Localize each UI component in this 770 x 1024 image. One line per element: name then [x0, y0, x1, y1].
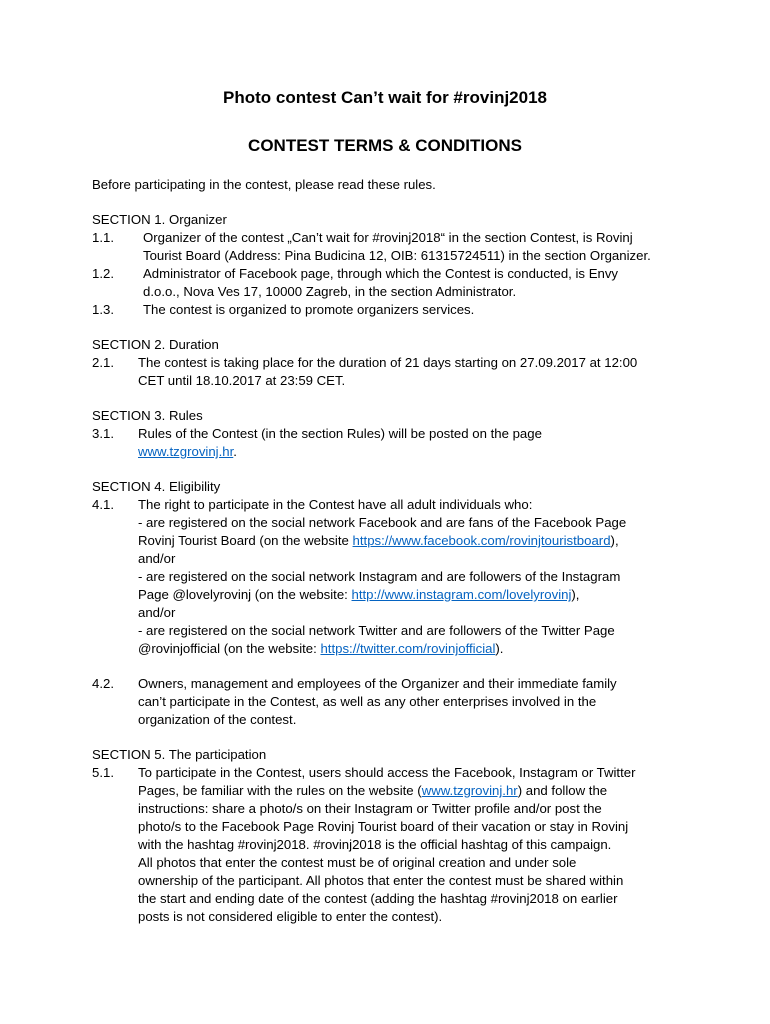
- text-fragment: ) and follow the: [517, 783, 608, 798]
- item-4-2-line: organization of the contest.: [138, 712, 297, 727]
- text-fragment: ).: [495, 641, 504, 656]
- text-fragment: ),: [610, 533, 619, 548]
- item-2-1-line: CET until 18.10.2017 at 23:59 CET.: [138, 373, 346, 388]
- item-4-1-line: and/or: [138, 605, 176, 620]
- item-4-1-line: - are registered on the social network Twitter and are followers of the Twitter Page: [138, 623, 615, 638]
- tzgrovinj-link[interactable]: www.tzgrovinj.hr: [421, 783, 518, 798]
- item-number: 1.3.: [92, 302, 114, 317]
- item-4-2-line: Owners, management and employees of the Organizer and their immediate family: [138, 676, 617, 691]
- section-4-heading: SECTION 4. Eligibility: [92, 479, 221, 494]
- item-number: 5.1.: [92, 765, 114, 780]
- item-number: 1.2.: [92, 266, 114, 281]
- item-4-1-line: [138, 532, 619, 550]
- item-number: 3.1.: [92, 426, 114, 441]
- item-5-1-line: with the hashtag #rovinj2018. #rovinj2018 is the official hashtag of this campaign.: [138, 837, 612, 852]
- item-1-3-line: The contest is organized to promote organizers services.: [143, 302, 475, 317]
- twitter-link[interactable]: https://twitter.com/rovinjofficial: [320, 641, 496, 656]
- section-5-heading: SECTION 5. The participation: [92, 747, 267, 762]
- item-1-1-line: Organizer of the contest „Can’t wait for #rovinj2018“ in the section Contest, is Rovinj: [143, 230, 633, 245]
- text-fragment: Rovinj Tourist Board (on the website: [138, 533, 353, 548]
- item-3-1-line: [138, 443, 237, 461]
- item-1-2-line: d.o.o., Nova Ves 17, 10000 Zagreb, in the section Administrator.: [143, 284, 517, 299]
- item-5-1-line: posts is not considered eligible to enter the contest).: [138, 909, 443, 924]
- item-5-1-line: photo/s to the Facebook Page Rovinj Tourist board of their vacation or stay in Rovinj: [138, 819, 629, 834]
- intro-text: Before participating in the contest, please read these rules.: [92, 177, 436, 192]
- item-number: 4.2.: [92, 676, 114, 691]
- facebook-link[interactable]: https://www.facebook.com/rovinjtouristboard: [352, 533, 611, 548]
- tzgrovinj-link[interactable]: www.tzgrovinj.hr: [138, 444, 234, 459]
- item-5-1-line: instructions: share a photo/s on their Instagram or Twitter profile and/or post the: [138, 801, 602, 816]
- item-1-1-line: Tourist Board (Address: Pina Budicina 12, OIB: 61315724511) in the section Organizer.: [143, 248, 651, 263]
- item-5-1-line: To participate in the Contest, users should access the Facebook, Instagram or Twitter: [138, 765, 636, 780]
- item-5-1-line: the start and ending date of the contest (adding the hashtag #rovinj2018 on earlier: [138, 891, 618, 906]
- item-4-1-line: - are registered on the social network Facebook and are fans of the Facebook Page: [138, 515, 627, 530]
- text-fragment: Page @lovelyrovinj (on the website:: [138, 587, 352, 602]
- item-1-2-line: Administrator of Facebook page, through which the Contest is conducted, is Envy: [143, 266, 619, 281]
- item-2-1-line: The contest is taking place for the duration of 21 days starting on 27.09.2017 at 12:00: [138, 355, 638, 370]
- item-4-1-line: The right to participate in the Contest have all adult individuals who:: [138, 497, 533, 512]
- item-5-1-line: ownership of the participant. All photos that enter the contest must be shared within: [138, 873, 624, 888]
- section-3-heading: SECTION 3. Rules: [92, 408, 203, 423]
- item-number: 1.1.: [92, 230, 114, 245]
- text-fragment: Pages, be familiar with the rules on the website (: [138, 783, 422, 798]
- section-2-heading: SECTION 2. Duration: [92, 337, 219, 352]
- instagram-link[interactable]: http://www.instagram.com/lovelyrovinj: [351, 587, 572, 602]
- item-4-1-line: - are registered on the social network Instagram and are followers of the Instagram: [138, 569, 621, 584]
- text-fragment: @rovinjofficial (on the website:: [138, 641, 321, 656]
- section-1-heading: SECTION 1. Organizer: [92, 212, 227, 227]
- item-4-1-line: [138, 586, 579, 604]
- item-3-1-line: Rules of the Contest (in the section Rules) will be posted on the page: [138, 426, 542, 441]
- document-title: Photo contest Can’t wait for #rovinj2018: [222, 88, 547, 107]
- item-number: 4.1.: [92, 497, 114, 512]
- punctuation: .: [233, 444, 237, 459]
- item-4-1-line: and/or: [138, 551, 176, 566]
- item-number: 2.1.: [92, 355, 114, 370]
- item-4-1-line: [138, 640, 503, 658]
- document-subtitle: CONTEST TERMS & CONDITIONS: [248, 136, 522, 155]
- item-4-2-line: can’t participate in the Contest, as well as any other enterprises involved in the: [138, 694, 597, 709]
- text-fragment: ),: [571, 587, 580, 602]
- item-5-1-line: [138, 782, 607, 800]
- item-5-1-line: All photos that enter the contest must be of original creation and under sole: [138, 855, 577, 870]
